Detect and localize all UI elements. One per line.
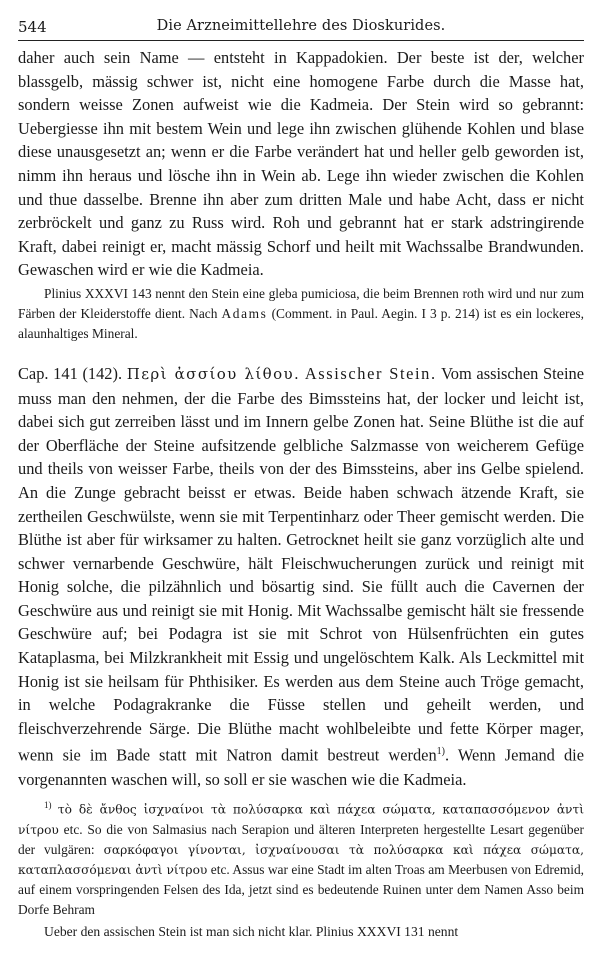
footnote-greek-2: σαρκόφαγοι γίνονται, ἰσχναίνουσαι τὰ πολύσαρκα καὶ πάχεα σώματα, καταπλασσόμεναι ἀντὶ νίτρου [18, 842, 584, 877]
chapter-greek-title: Περὶ ἀσσίου λίθου. [126, 364, 301, 383]
footnote-mark: 1) [44, 800, 52, 811]
footnote-text-1: etc. So die von Salmasius nach Serapion und älteren Interpreten hergestellte Lesart gegenüber der vulgären: [18, 821, 584, 857]
book-page [18, 14, 584, 942]
footnote-text-2: etc. Assus war eine Stadt im alten Troas am Meerbusen von Edremid, auf einem vorspringenden Felsen des Ida, jetzt sind es bedeutende Ruinen unter dem Namen Asso beim Dorfe Behram [18, 861, 584, 917]
footnote [18, 795, 584, 919]
chapter-text-2: . Wenn Jemand die vorgenannten waschen will, so soll er sie waschen wie die Kadmeia. [18, 745, 584, 789]
pliny-note-text-2: (Comment. in Paul. Aegin. I 3 p. 214) ist es ein lockeres, alaunhaltiges Mineral. [18, 305, 584, 341]
running-header [18, 14, 584, 41]
footnote-greek-1: τὸ δὲ ἄνθος ἰσχναίνοι τὰ πολύσαρκα καὶ πάχεα σώματα, καταπασσόμενον ἀντὶ νίτρου [18, 802, 584, 837]
chapter-number: Cap. 141 (142). [18, 363, 123, 383]
chapter-paragraph [18, 362, 584, 791]
running-title: Die Arzneimittellehre des Dioskurides. [156, 18, 446, 34]
footnote-reference: 1) [436, 746, 445, 758]
final-line: Ueber den assischen Stein ist man sich nicht klar. Plinius XXXVI 131 nennt [44, 923, 459, 939]
pliny-note [18, 284, 584, 344]
author-name-adams: Adams [221, 305, 268, 321]
chapter-text-1: Vom assischen Steine muss man den nehmen, der die Farbe des Bimssteins hat, der locker und leicht ist, dabei sich gut zerreiben lässt und im Innern gelbe Zonen hat. Seine Blüthe ist die auf der Oberfläche der Steine aufsitzende gelbliche Salzmasse von weicherem Gefüge und theils von weisser Farbe, theils von der des Bimssteins, aber ins Gelbe spielend. An die Zunge gebracht beisst er etwas. Beide haben schwach ätzende Kraft, sie zertheilen Geschwülste, wenn sie mit Terpentinharz oder Theer gemischt werden. Die Blüthe ist aber für wirksamer zu halten. Getrocknet heilt sie ganz vorzüglich alte und schwer vernarbende Geschwüre, hält Fleischwucherungen zurück und reinigt mit Honig solche, die pilzähnlich und bösartig sind. Sie füllt auch die Cavernen der Geschwüre aus und reinigt sie mit Honig. Mit Wachssalbe gemischt hält sie fressende Geschwüre auf; bei Podagra ist sie mit Schrot von Hülsenfrüchten ein gutes Kataplasma, bei Milzkrankheit mit Essig und ungelöschtem Kalk. Als Leckmittel mit Honig ist sie heilsam für Phthisiker. Es werden aus dem Steine auch Tröge gemacht, in welche Podagrakranke die Füsse stellen und geheilt werden, und fleischverzehrende Särge. Die Blüthe macht wohlbeleibte und fette Körper mager, wenn sie im Bade statt mit Natron damit bestreut werden [18, 363, 584, 765]
chapter-german-title: Assischer Stein. [304, 363, 437, 383]
continuation-paragraph: daher auch sein Name — entsteht in Kappadokien. Der beste ist der, welcher blassgelb, mässig schwer ist, nicht eine homogene Farbe durch die Masse hat, sondern weisse Zonen aufweist wie die Kadmeia. Der Stein wird so gebrannt: Uebergiesse ihn mit bestem Wein und lege ihn zwischen glühende Kohlen und blase diese unausgesetzt an; wenn er die Farbe verändert hat und heller gelb geworden ist, nimm ihn heraus und lösche ihn in Wein ab. Lege ihn wieder zwischen die Kohlen und thue dasselbe. Brenne ihn aber zum dritten Male und habe Acht, dass er nicht zerbröckelt und ganz zu Russ wird. Roh und gebrannt hat er stark adstringirende Kraft, dabei reinigt er, macht mässig Schorf und heilt mit Wachssalbe Brandwunden. Gewaschen wird er wie die Kadmeia. [18, 48, 584, 280]
pliny-note-text-1: Plinius XXXVI 143 nennt den Stein eine gleba pumiciosa, die beim Brennen roth wird und nur zum Färben der Kleiderstoffe dient. Nach [18, 285, 584, 321]
page-number: 544 [18, 18, 47, 36]
